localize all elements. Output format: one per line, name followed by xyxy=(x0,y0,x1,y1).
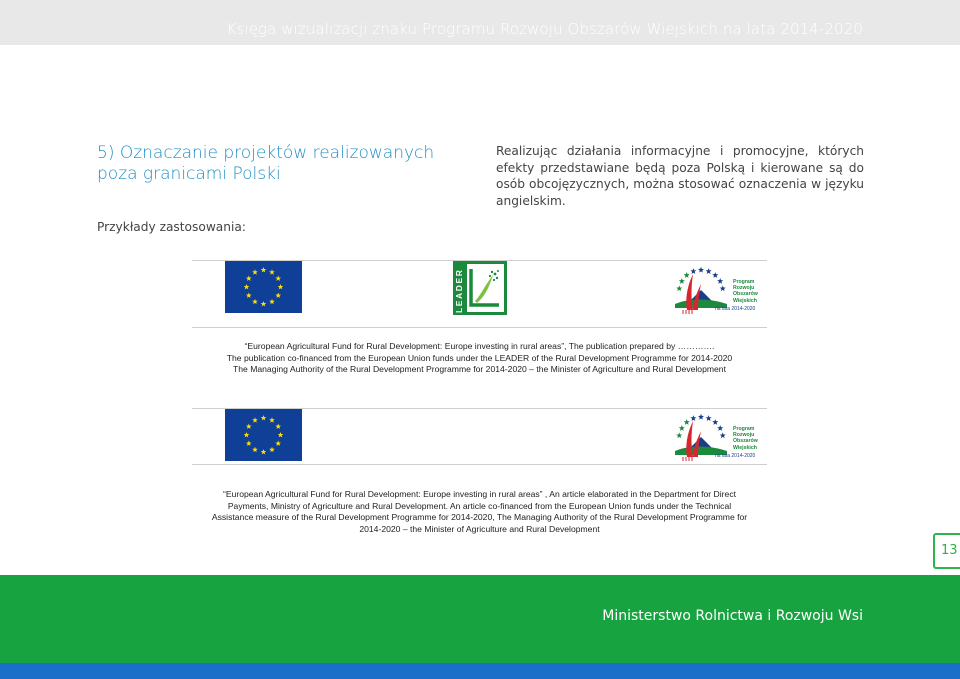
page-number: 13 xyxy=(941,543,958,558)
prow-star xyxy=(717,278,723,284)
prow-star xyxy=(679,278,685,284)
prow-star xyxy=(712,272,718,278)
prow-star xyxy=(684,419,690,425)
eu-flag-icon xyxy=(225,261,302,313)
prow-star xyxy=(676,285,682,291)
eu-star xyxy=(275,276,281,281)
footer-accent-bar xyxy=(0,663,960,679)
prow-star xyxy=(690,268,696,274)
eu-star xyxy=(246,293,252,298)
page-number-box xyxy=(933,533,960,569)
eu-star xyxy=(252,447,258,452)
eu-star xyxy=(261,267,267,272)
prow-star xyxy=(698,267,704,273)
eu-star xyxy=(244,432,250,437)
examples-label: Przykłady zastosowania: xyxy=(97,220,246,234)
eu-star xyxy=(269,299,275,304)
prow-line-4: Wiejskich xyxy=(733,297,757,304)
caption-example-2 xyxy=(192,489,767,535)
caption-1-line-3: The Managing Authority of the Rural Development Programme for 2014-2020 – the Minister of Agriculture and Rural Development xyxy=(233,364,726,374)
prow-star xyxy=(698,414,704,420)
caption-1-line-1: “European Agricultural Fund for Rural Development: Europe investing in rural areas”, The publication prepared by …………. xyxy=(244,341,715,351)
section-intro: Realizując działania informacyjne i promocyjne, których efekty przedstawiane będą poza Polską i kierowane są do osób obcojęzycznych, można stosować oznaczenia w języku angielskim. xyxy=(496,144,864,208)
prow-logo-icon xyxy=(671,260,759,316)
section-heading: 5) Oznaczanie projektów realizowanych poza granicami Polski xyxy=(97,143,435,184)
prow-line-1: Program xyxy=(733,426,755,432)
eu-star xyxy=(252,417,258,422)
eu-star xyxy=(246,276,252,281)
prow-star xyxy=(684,272,690,278)
eu-star xyxy=(269,269,275,274)
prow-star xyxy=(720,432,726,438)
eu-star xyxy=(246,441,252,446)
eu-star xyxy=(275,441,281,446)
prow-star xyxy=(712,419,718,425)
prow-star xyxy=(706,268,712,274)
prow-line-4: Wiejskich xyxy=(733,444,757,451)
eu-star xyxy=(261,449,267,454)
eu-star xyxy=(278,432,284,437)
eu-star xyxy=(275,424,281,429)
document-title: Księga wizualizacji znaku Programu Rozwoju Obszarów Wiejskich na lata 2014-2020 xyxy=(226,20,863,38)
prow-logo-icon xyxy=(671,407,759,463)
prow-star xyxy=(679,425,685,431)
prow-star xyxy=(676,432,682,438)
eu-star xyxy=(252,269,258,274)
prow-line-3: Obszarów xyxy=(733,291,758,298)
prow-line-2: Rozwoju xyxy=(733,432,755,439)
caption-1-line-2: The publication co-financed from the European Union funds under the LEADER of the Rural Development Programme for 2014-2020 xyxy=(226,352,733,363)
caption-2-line-3: Assistance measure of the Rural Development Programme for 2014-2020, The Managing Authority of the Rural Development Programme for xyxy=(211,512,748,522)
caption-2-line-1: “European Agricultural Fund for Rural Development: Europe investing in rural areas” , An article elaborated in the Department for Direct xyxy=(222,489,737,499)
prow-star xyxy=(690,415,696,421)
caption-2-line-2: Payments, Ministry of Agriculture and Rural Development. An article co-financed from the European Union funds under the Technical xyxy=(227,500,732,511)
eu-star xyxy=(275,293,281,298)
caption-2-line-4: 2014-2020 – the Minister of Agriculture and Rural Development xyxy=(359,523,600,534)
eu-star xyxy=(244,284,250,289)
header-bar xyxy=(0,0,960,45)
ministry-name: Ministerstwo Rolnictwa i Rozwoju Wsi xyxy=(602,608,863,624)
prow-line-2: Rozwoju xyxy=(733,285,755,292)
eu-star xyxy=(261,415,267,420)
eu-star xyxy=(261,301,267,306)
eu-star xyxy=(246,424,252,429)
eu-star xyxy=(269,417,275,422)
eu-star xyxy=(269,447,275,452)
eu-star xyxy=(278,284,284,289)
prow-line-3: Obszarów xyxy=(733,438,758,445)
footer-bar xyxy=(0,575,960,663)
prow-line-1: Program xyxy=(733,279,755,285)
leader-logo-icon xyxy=(453,261,507,315)
caption-example-1 xyxy=(192,341,767,376)
prow-star xyxy=(706,415,712,421)
prow-star xyxy=(720,285,726,291)
eu-flag-icon xyxy=(225,409,302,461)
prow-years: na lata 2014-2020 xyxy=(715,306,756,312)
leader-logo-text: LEADER xyxy=(454,268,464,313)
eu-star xyxy=(252,299,258,304)
prow-star xyxy=(717,425,723,431)
prow-years: na lata 2014-2020 xyxy=(715,453,756,459)
